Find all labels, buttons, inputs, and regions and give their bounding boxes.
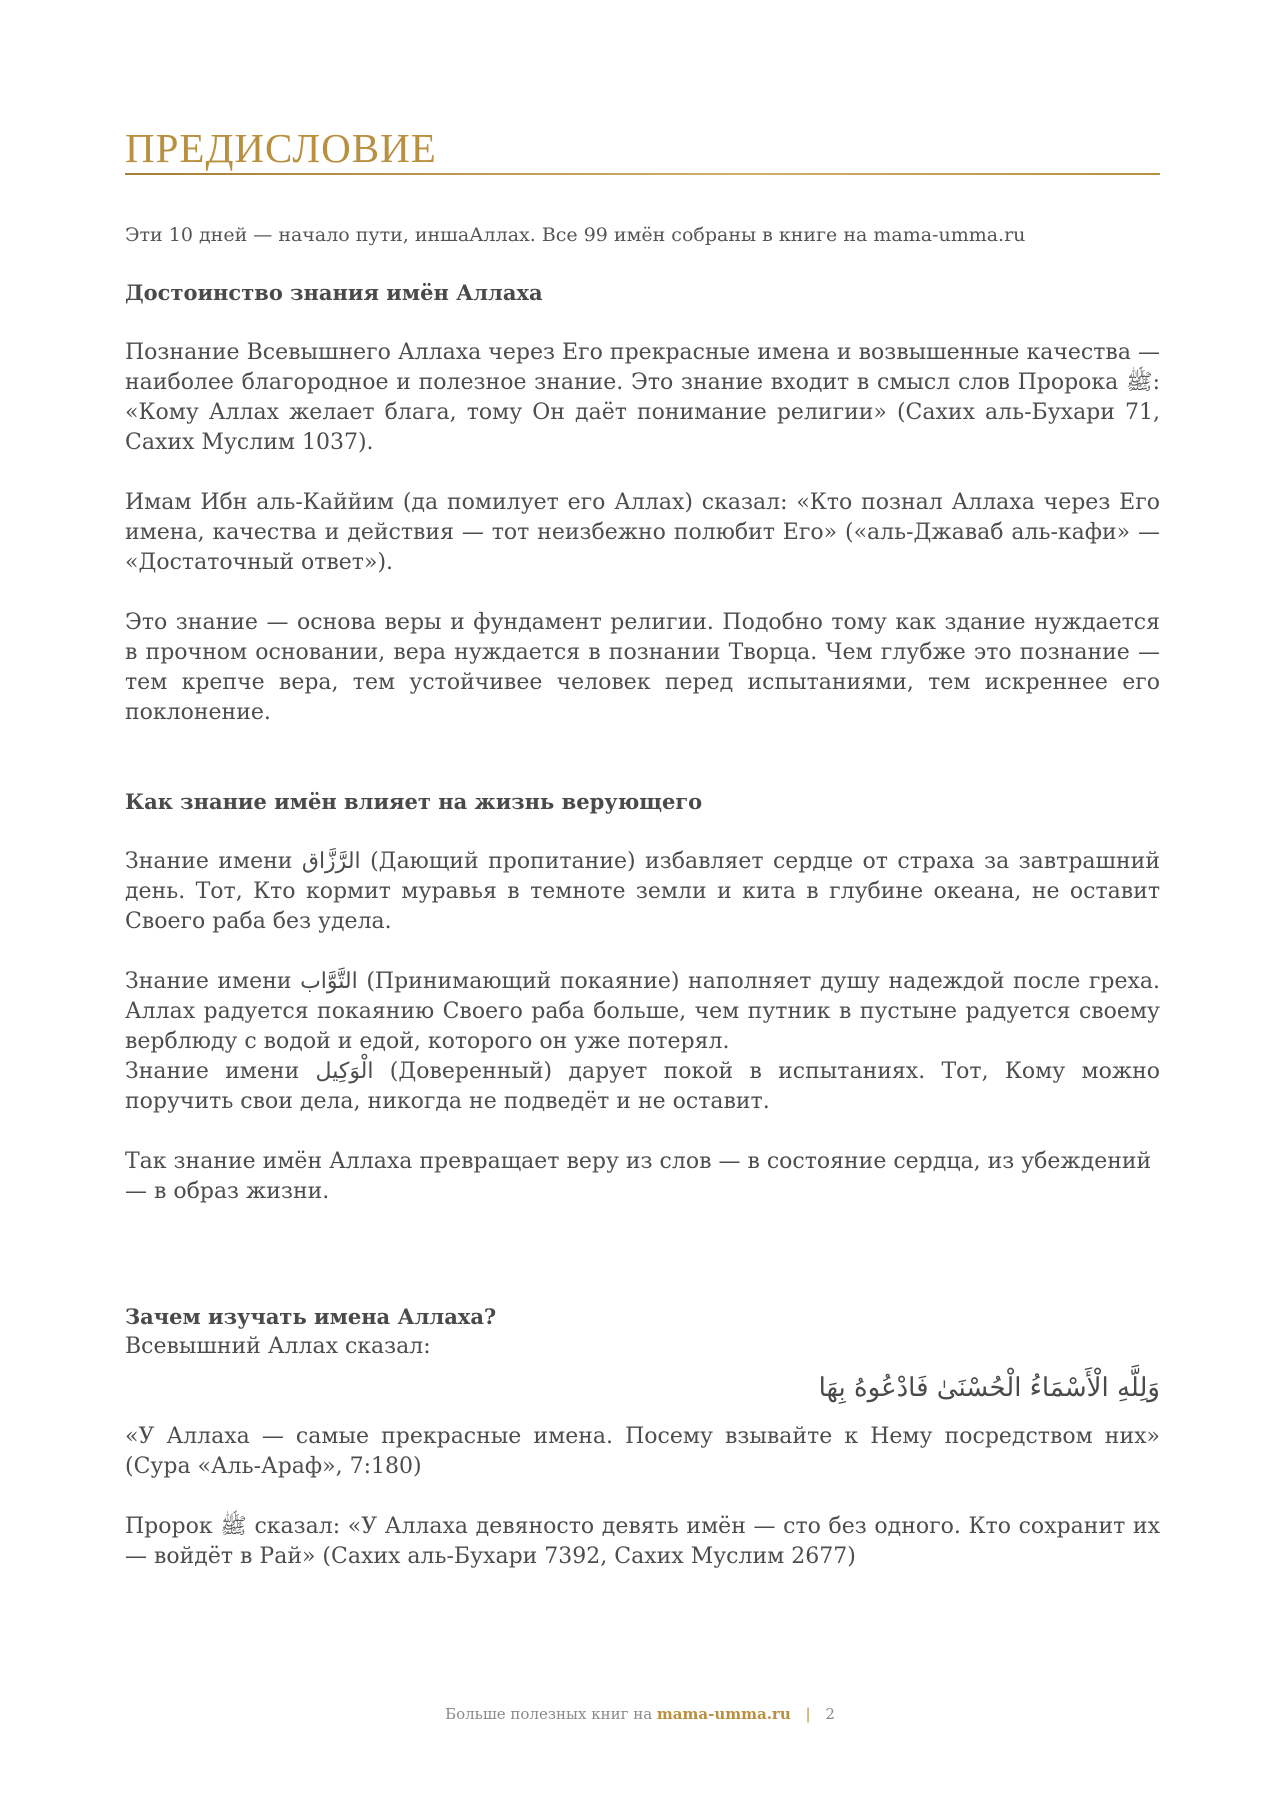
intro-text: Эти 10 дней — начало пути, иншаАллах. Все 99 имён собраны в книге на mama-umma.ru — [125, 224, 1026, 246]
footer-text: Больше полезных книг на — [445, 1705, 653, 1723]
paragraph: Знание имени التَّوَّاب (Принимающий покаяние) наполняет душу надеждой после греха. Аллах радуется покаянию Своего раба больше, чем путник в пустыне радуется своему верблюду с водой и едой, которого он уже потерял. — [125, 969, 1160, 1054]
paragraph: «У Аллаха — самые прекрасные имена. Посему взывайте к Нему посредством них» (Сура «Аль-Араф», 7:180) — [125, 1424, 1160, 1479]
title-underline — [125, 173, 1160, 175]
footer-separator: | — [805, 1705, 811, 1723]
paragraph: Так знание имён Аллаха превращает веру из слов — в состояние сердца, из убеждений — в образ жизни. — [125, 1149, 1152, 1204]
page-number: 2 — [825, 1705, 835, 1723]
paragraph: Это знание — основа веры и фундамент религии. Подобно тому как здание нуждается в прочном основании, вера нуждается в познании Творца. Чем глубже это познание — тем крепче вера, тем устойчивее человек перед испытаниями, тем искреннее его поклонение. — [125, 610, 1160, 725]
paragraph: Познание Всевышнего Аллаха через Его прекрасные имена и возвышенные качества — наиболее благородное и полезное знание. Это знание входит в смысл слов Пророка ﷺ: «Кому Аллах желает блага, тому Он даёт понимание религии» (Сахих аль-Бухари 71, Сахих Муслим 1037). — [125, 340, 1160, 455]
section-heading-dignity: Достоинство знания имён Аллаха — [125, 280, 543, 305]
paragraph-lead: Всевышний Аллах сказал: — [125, 1334, 431, 1359]
arabic-verse: وَلِلَّهِ الْأَسْمَاءُ الْحُسْنَىٰ فَادْعُوهُ بِهَا — [818, 1373, 1160, 1403]
paragraph: Имам Ибн аль-Каййим (да помилует его Аллах) сказал: «Кто познал Аллаха через Его имена, качества и действия — тот неизбежно полюбит Его» («аль-Джаваб аль-кафи» — «Достаточный ответ»). — [125, 490, 1160, 575]
page-footer — [0, 1705, 1280, 1723]
page-title: ПРЕДИСЛОВИЕ — [125, 125, 437, 171]
paragraph: Пророк ﷺ сказал: «У Аллаха девяносто девять имён — сто без одного. Кто сохранит их — войдёт в Рай» (Сахих аль-Бухари 7392, Сахих Муслим 2677) — [125, 1514, 1160, 1569]
section-heading-influence: Как знание имён влияет на жизнь верующего — [125, 789, 703, 814]
section-heading-why: Зачем изучать имена Аллаха? — [125, 1304, 497, 1329]
paragraph: Знание имени الْوَكِيل (Доверенный) дарует покой в испытаниях. Тот, Кому можно поручить свои дела, никогда не подведёт и не оставит. — [125, 1059, 1160, 1114]
footer-site-link[interactable]: mama-umma.ru — [656, 1705, 791, 1723]
paragraph: Знание имени الرَّزَّاق (Дающий пропитание) избавляет сердце от страха за завтрашний день. Тот, Кто кормит муравья в темноте земли и кита в глубине океана, не оставит Своего раба без удела. — [125, 849, 1160, 934]
